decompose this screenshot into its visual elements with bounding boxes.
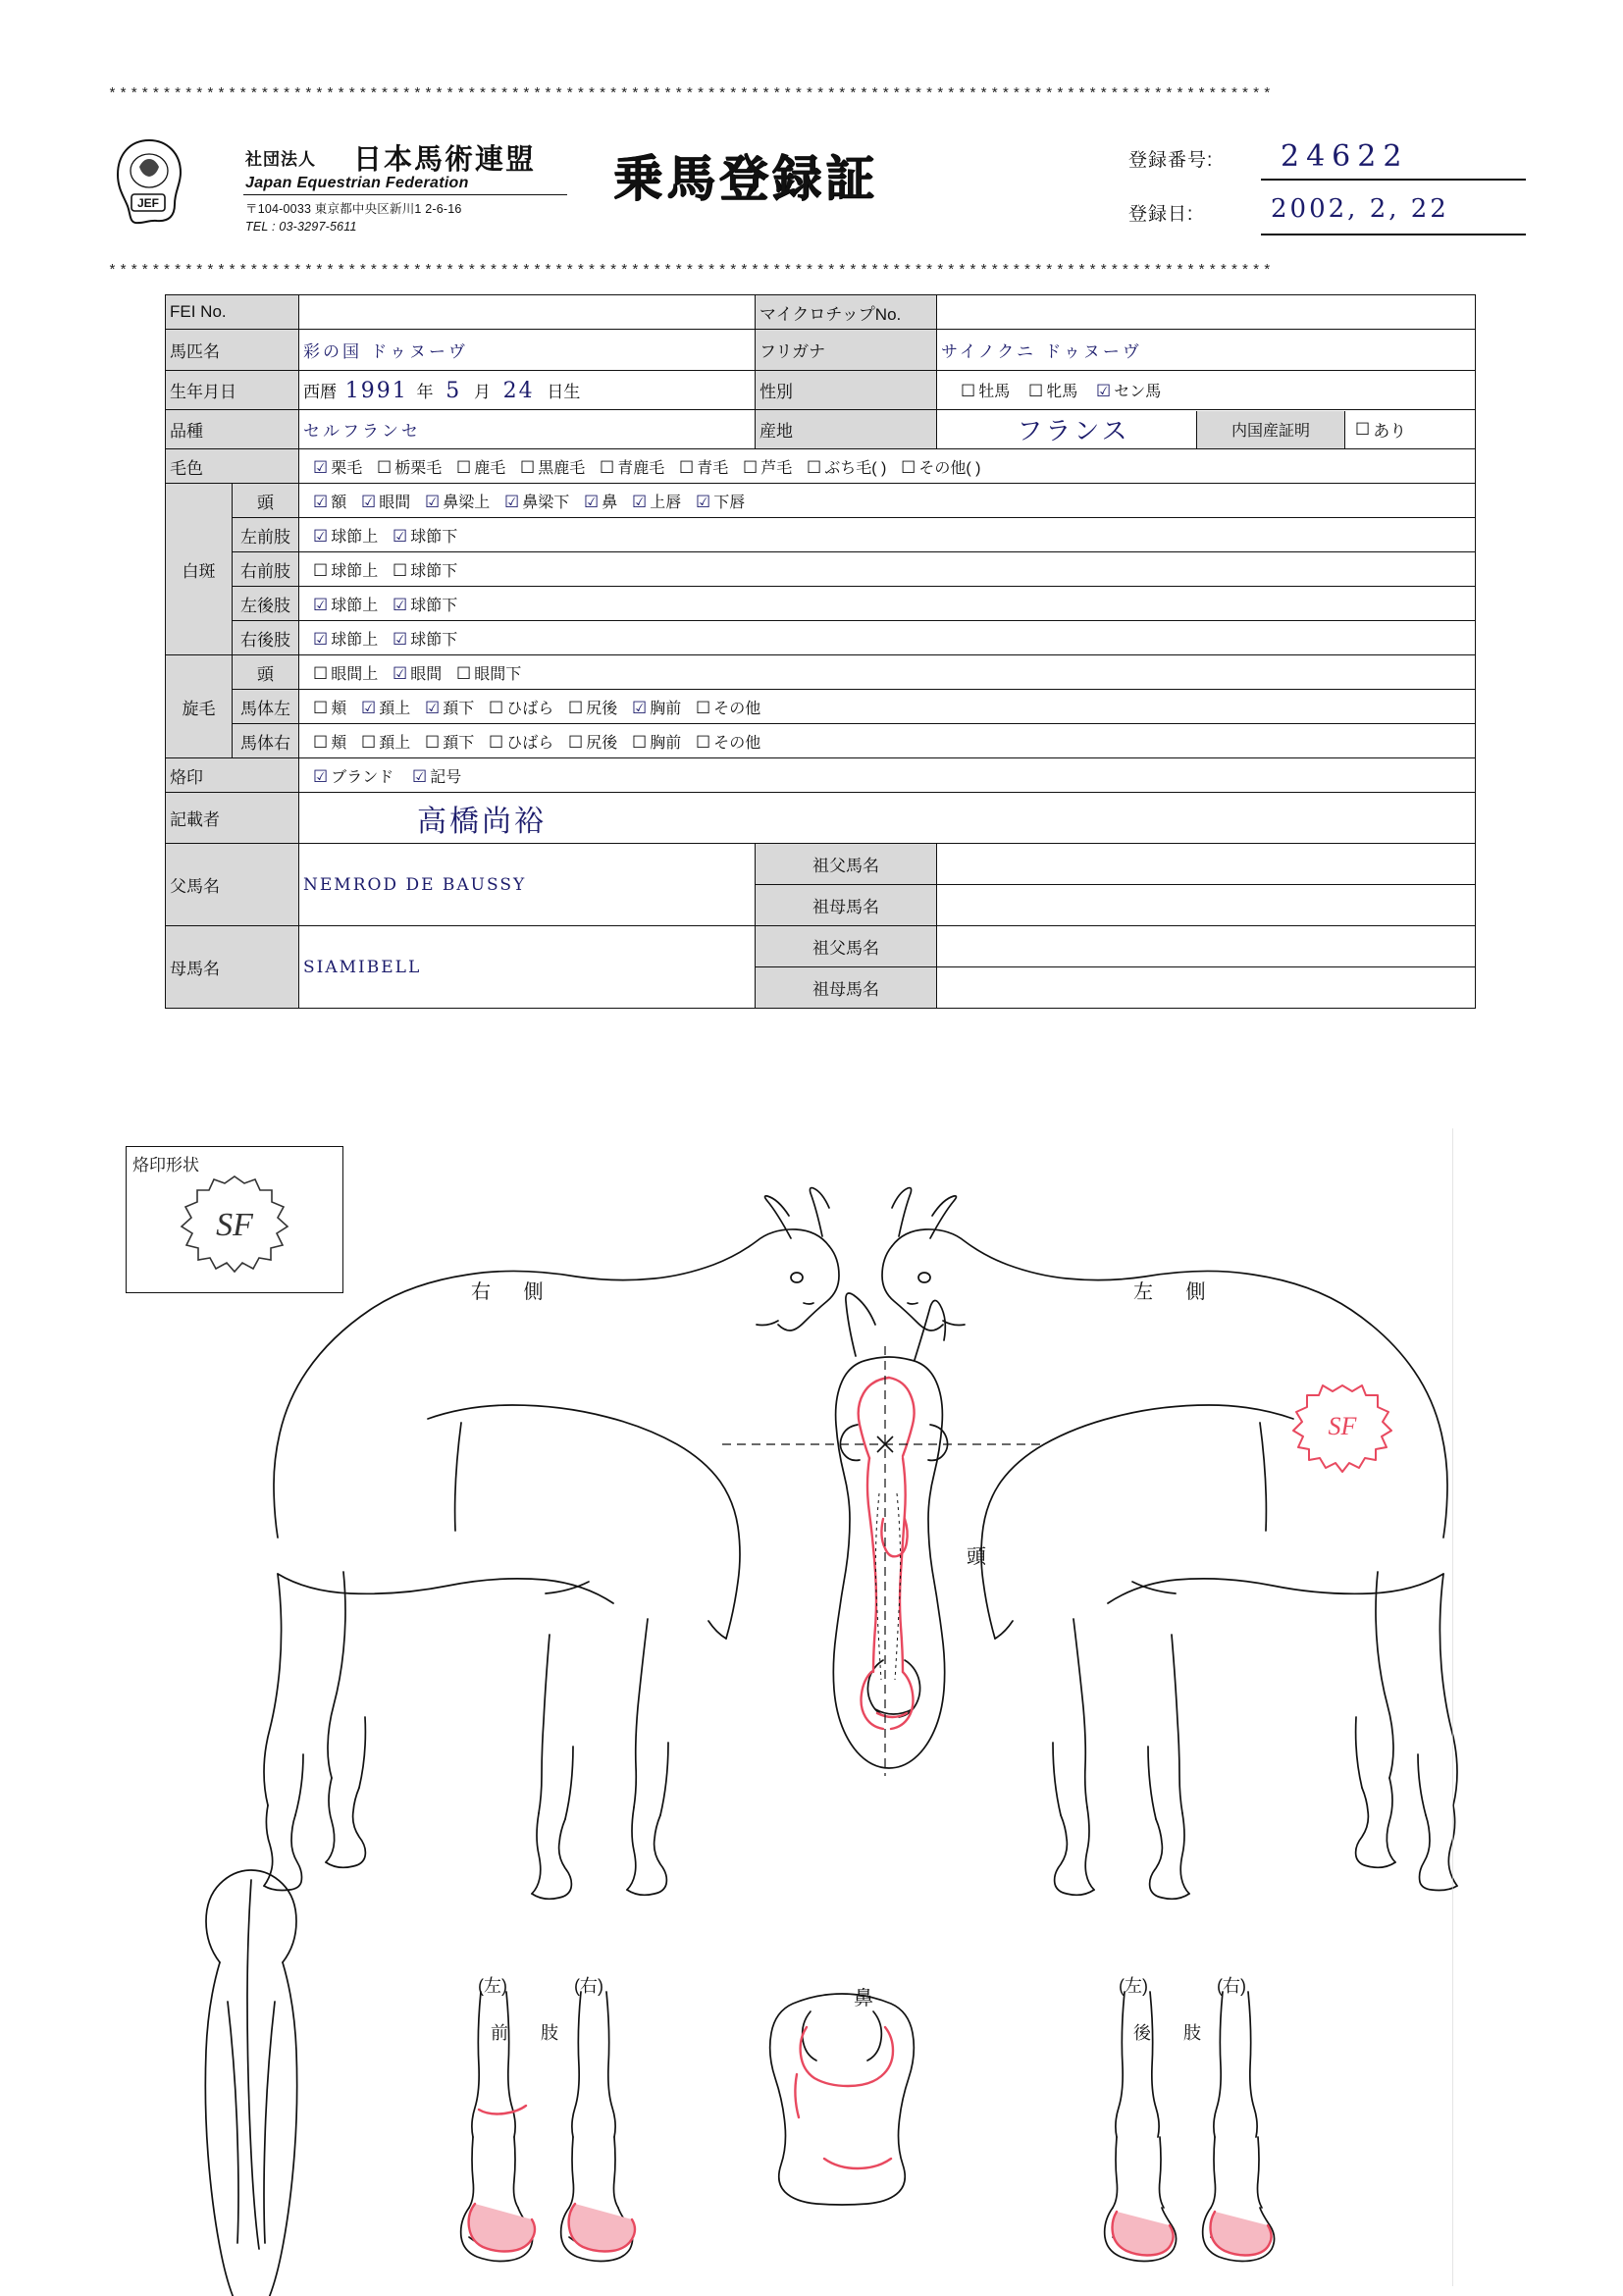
checkbox-rh-below[interactable]: ☑ (393, 629, 408, 650)
org-tel: TEL : 03-3297-5611 (245, 220, 357, 234)
birth-day-unit: 日生 (547, 382, 581, 401)
whorl-right-upper-neck[interactable] (361, 730, 410, 753)
registration-number-underline (1261, 179, 1526, 181)
birth-day: 24 (502, 378, 535, 403)
checkbox-rh-above[interactable]: ☑ (313, 629, 329, 650)
origin-value[interactable]: フランス (1017, 417, 1130, 446)
checkbox-whorl-left-other[interactable]: ☐ (696, 698, 711, 718)
table-row-sire-1 (166, 844, 1476, 885)
sire-value[interactable]: NEMROD DE BAUSSY (299, 844, 756, 926)
whorl-head-above-eyes[interactable] (313, 661, 378, 684)
checkbox-whorl-right-upper-neck[interactable]: ☐ (361, 732, 377, 753)
coat-option-5-label: 青毛 (697, 459, 729, 477)
hind-right-label: (右) (1217, 1976, 1246, 1996)
sex-option-stallion[interactable] (961, 379, 1010, 401)
checkbox-coat-3[interactable]: ☐ (520, 457, 536, 478)
whorl-right-rump[interactable] (568, 730, 617, 753)
marking-rh-below[interactable] (393, 627, 457, 650)
recorder-label: 記載者 (166, 793, 299, 844)
coat-option-7[interactable] (807, 455, 886, 478)
coat-option-6[interactable] (743, 455, 792, 478)
checkbox-whorl-left-cheek[interactable]: ☐ (313, 698, 329, 718)
brand-label: 烙印 (166, 758, 299, 793)
checkbox-brand[interactable]: ☑ (313, 766, 329, 787)
brand-option-symbol[interactable] (412, 764, 461, 787)
whorl-head-between-eyes-label: 眼間 (410, 665, 443, 683)
whorl-left-upper-neck-label: 頚上 (379, 700, 411, 717)
marking-head-nose-label: 鼻 (602, 494, 618, 511)
breed-value[interactable]: セルフランセ (299, 410, 756, 449)
marking-head-nose[interactable] (584, 490, 617, 512)
coat-option-8[interactable] (901, 455, 980, 478)
microchip-label: マイクロチップNo. (756, 295, 937, 330)
whorl-row-2-options[interactable] (299, 724, 1476, 758)
svg-text:JEF: JEF (136, 196, 160, 210)
coat-option-4[interactable] (600, 455, 664, 478)
hind-limb-label: 後 肢 (1133, 2023, 1216, 2043)
checkbox-rf-above[interactable]: ☐ (313, 560, 329, 581)
marking-lf-below[interactable] (393, 524, 457, 547)
whorl-left-upper-neck[interactable] (361, 696, 410, 718)
table-row-brand (166, 758, 1476, 793)
checkbox-head-nose[interactable]: ☑ (584, 492, 600, 512)
sire-grandsire-label: 祖父馬名 (756, 844, 937, 885)
birth-value[interactable] (299, 371, 756, 410)
dam-grandsire-label: 祖父馬名 (756, 926, 937, 967)
registration-date-value: 2002, 2, 22 (1271, 194, 1449, 224)
whorl-left-cheek[interactable] (313, 696, 346, 718)
checkbox-whorl-right-other[interactable]: ☐ (696, 732, 711, 753)
checkbox-whorl-right-flank[interactable]: ☐ (489, 732, 504, 753)
checkbox-whorl-left-lower-neck[interactable]: ☑ (425, 698, 441, 718)
brand-option-symbol-label: 記号 (430, 768, 462, 786)
whorl-right-other[interactable] (696, 730, 760, 753)
markings-row-1-options[interactable] (299, 518, 1476, 552)
checkbox-stallion[interactable]: ☐ (961, 382, 976, 401)
registration-number-value: 24622 (1281, 139, 1409, 174)
whorl-head-below-eyes-label: 眼間下 (474, 665, 522, 683)
coat-option-5[interactable] (679, 455, 728, 478)
table-row-whorl-left (166, 690, 1476, 724)
marking-head-between-eyes[interactable] (361, 490, 410, 512)
whorl-right-lower-neck[interactable] (425, 730, 474, 753)
whorl-right-cheek[interactable] (313, 730, 346, 753)
whorl-left-chest-label: 胸前 (650, 700, 682, 717)
marking-head-lower-nasal[interactable] (504, 490, 569, 512)
marking-rf-above-label: 球節上 (331, 562, 379, 580)
brand-shape-label: 烙印形状 (132, 1156, 199, 1174)
table-row-breed (166, 410, 1476, 449)
whorl-left-cheek-label: 頬 (331, 700, 347, 717)
checkbox-head-lower-lip[interactable]: ☑ (696, 492, 711, 512)
checkbox-coat-6[interactable]: ☐ (743, 457, 759, 478)
checkbox-whorl-right-chest[interactable]: ☐ (632, 732, 648, 753)
table-row-horse-name (166, 330, 1476, 371)
org-name-jp: 日本馬術連盟 (353, 144, 537, 176)
fei-no-value[interactable] (299, 295, 756, 330)
whorl-left-lower-neck[interactable] (425, 696, 474, 718)
birth-month-unit: 月 (473, 382, 491, 401)
sex-option-gelding[interactable] (1096, 379, 1161, 401)
table-row-markings-lf (166, 518, 1476, 552)
whorl-row-0-options[interactable] (299, 655, 1476, 690)
whorl-left-other-label: その他 (713, 700, 761, 717)
white-marking-overlay (469, 1378, 1391, 2256)
domestic-cert-option-label: あり (1373, 422, 1407, 441)
brand-shape-text: SF (216, 1207, 253, 1243)
org-name-prefix: 社団法人 (245, 150, 316, 169)
coat-option-6-label: 芦毛 (760, 459, 793, 477)
markings-row-4-name: 右後肢 (233, 621, 299, 655)
org-name-en: Japan Equestrian Federation (245, 175, 469, 191)
whorl-right-chest[interactable] (632, 730, 681, 753)
coat-option-4-label: 青鹿毛 (617, 459, 665, 477)
table-row-birth (166, 371, 1476, 410)
coat-option-0[interactable] (313, 455, 362, 478)
breed-label: 品種 (166, 410, 299, 449)
marking-rf-below-label: 球節下 (410, 562, 458, 580)
origin-label: 産地 (756, 410, 937, 449)
whorl-row-2-name: 馬体右 (233, 724, 299, 758)
table-row-whorl-head (166, 655, 1476, 690)
page-title: 乗馬登録証 (613, 150, 878, 207)
muzzle-figure (770, 1994, 915, 2205)
checkbox-symbol[interactable]: ☑ (412, 766, 428, 787)
recorder-value[interactable]: 高橋尚裕 (299, 793, 1476, 844)
whorl-right-flank[interactable] (489, 730, 553, 753)
table-row-markings-lh (166, 587, 1476, 621)
body-brand-mark (1293, 1385, 1391, 1472)
marking-lf-above[interactable] (313, 524, 378, 547)
sex-option-gelding-label: セン馬 (1114, 384, 1162, 400)
microchip-value[interactable] (937, 295, 1476, 330)
whorl-left-flank-label: ひばら (506, 700, 554, 717)
table-row-markings-rh (166, 621, 1476, 655)
table-row-fei (166, 295, 1476, 330)
checkbox-coat-2[interactable]: ☐ (456, 457, 472, 478)
dam-grandsire-value[interactable] (937, 926, 1476, 967)
checkbox-whorl-left-upper-neck[interactable]: ☑ (361, 698, 377, 718)
checkbox-whorl-left-flank[interactable]: ☐ (489, 698, 504, 718)
top-asterisk-rule: *********************************************************************************************************** (108, 86, 1274, 103)
horse-left-side-figure (882, 1188, 1457, 1900)
coat-option-8-label: その他( ) (918, 459, 981, 477)
registration-date-underline (1261, 234, 1526, 235)
marking-rf-above[interactable] (313, 558, 378, 581)
whorl-right-flank-label: ひばら (506, 734, 554, 752)
checkbox-whorl-above-eyes[interactable]: ☐ (313, 663, 329, 684)
coat-option-7-label: ぶち毛( ) (824, 459, 887, 477)
horse-name-label: 馬匹名 (166, 330, 299, 371)
marking-lh-above[interactable] (313, 593, 378, 615)
markings-row-3-name: 左後肢 (233, 587, 299, 621)
coat-option-2-label: 鹿毛 (474, 459, 506, 477)
marking-lh-above-label: 球節上 (331, 597, 379, 614)
front-limb-label: 前 肢 (491, 2023, 573, 2043)
dam-granddam-label: 祖母馬名 (756, 967, 937, 1009)
checkbox-lf-below[interactable]: ☑ (393, 526, 408, 547)
horse-name-value[interactable]: 彩の国 ドゥヌーヴ (299, 330, 756, 371)
checkbox-coat-4[interactable]: ☐ (600, 457, 615, 478)
brand-option-brand-label: ブランド (331, 768, 394, 786)
marking-rh-above-label: 球節上 (331, 631, 379, 649)
sire-grandsire-value[interactable] (937, 844, 1476, 885)
whorl-left-rump-label: 尻後 (586, 700, 618, 717)
nose-diagram-label: 鼻 (854, 1988, 873, 2009)
whorl-right-other-label: その他 (713, 734, 761, 752)
whorl-head-below-eyes[interactable] (456, 661, 521, 684)
sire-granddam-label: 祖母馬名 (756, 885, 937, 926)
birth-label: 生年月日 (166, 371, 299, 410)
checkbox-head-lower-nasal[interactable]: ☑ (504, 492, 520, 512)
checkbox-lf-above[interactable]: ☑ (313, 526, 329, 547)
marking-head-upper-lip-label: 上唇 (650, 494, 682, 511)
markings-row-0-name: 頭 (233, 484, 299, 518)
marking-head-forehead-label: 額 (331, 494, 347, 511)
coat-option-2[interactable] (456, 455, 505, 478)
markings-label: 白斑 (166, 484, 233, 655)
header-divider (243, 194, 567, 195)
markings-row-0-options[interactable] (299, 484, 1476, 518)
birth-year: 1991 (344, 378, 408, 403)
checkbox-rf-below[interactable]: ☐ (393, 560, 408, 581)
domestic-cert-option[interactable] (1344, 411, 1475, 448)
table-row-whorl-right (166, 724, 1476, 758)
marking-lh-below-label: 球節下 (410, 597, 458, 614)
whorl-head-above-eyes-label: 眼間上 (331, 665, 379, 683)
table-row-coat (166, 449, 1476, 484)
checkbox-domestic-cert[interactable]: ☐ (1355, 419, 1371, 440)
whorl-left-other[interactable] (696, 696, 760, 718)
marking-lh-below[interactable] (393, 593, 457, 615)
marking-head-upper-nasal-label: 鼻梁上 (443, 494, 491, 511)
sire-label: 父馬名 (166, 844, 299, 926)
body-brand-text: SF (1328, 1412, 1357, 1440)
sex-option-mare-label: 牝馬 (1046, 384, 1078, 400)
sex-options[interactable] (937, 371, 1476, 410)
markings-row-3-options[interactable] (299, 587, 1476, 621)
whorl-left-lower-neck-label: 頚下 (443, 700, 475, 717)
whorl-head-between-eyes[interactable] (393, 661, 442, 684)
horse-head-front-figure (833, 1293, 947, 1768)
whorl-right-chest-label: 胸前 (650, 734, 682, 752)
front-right-label: (右) (574, 1976, 603, 1996)
sex-label: 性別 (756, 371, 937, 410)
coat-label: 毛色 (166, 449, 299, 484)
marking-head-lower-lip-label: 下唇 (713, 494, 746, 511)
right-side-label: 右 側 (471, 1281, 557, 1303)
marking-lf-above-label: 球節上 (331, 528, 379, 546)
birth-month: 5 (445, 378, 462, 403)
markings-row-2-options[interactable] (299, 552, 1476, 587)
checkbox-gelding[interactable]: ☑ (1096, 382, 1112, 401)
front-left-label: (左) (478, 1976, 507, 1996)
head-diagram-label: 頭 (967, 1546, 986, 1568)
whorl-right-upper-neck-label: 頚上 (379, 734, 411, 752)
marking-head-lower-lip[interactable] (696, 490, 745, 512)
marking-rh-below-label: 球節下 (410, 631, 458, 649)
left-side-label: 左 側 (1133, 1281, 1220, 1303)
checkbox-coat-5[interactable]: ☐ (679, 457, 695, 478)
coat-option-1-label: 栃栗毛 (394, 459, 443, 477)
checkbox-coat-0[interactable]: ☑ (313, 457, 329, 478)
checkbox-mare[interactable]: ☐ (1028, 382, 1044, 401)
markings-row-2-name: 右前肢 (233, 552, 299, 587)
whorl-row-1-name: 馬体左 (233, 690, 299, 724)
whorl-left-chest[interactable] (632, 696, 681, 718)
markings-row-1-name: 左前肢 (233, 518, 299, 552)
head-dotted-centerline (875, 1493, 900, 1680)
hind-left-label: (左) (1119, 1976, 1148, 1996)
checkbox-whorl-right-lower-neck[interactable]: ☐ (425, 732, 441, 753)
checkbox-lh-below[interactable]: ☑ (393, 595, 408, 615)
brand-option-brand[interactable] (313, 764, 393, 787)
marking-head-upper-nasal[interactable] (425, 490, 490, 512)
birth-prefix: 西暦 (303, 382, 337, 401)
birth-year-unit: 年 (416, 382, 434, 401)
dam-label: 母馬名 (166, 926, 299, 1009)
checkbox-coat-8[interactable]: ☐ (901, 457, 916, 478)
marking-head-upper-lip[interactable] (632, 490, 681, 512)
whorl-row-0-name: 頭 (233, 655, 299, 690)
table-row-markings-head (166, 484, 1476, 518)
sex-option-mare[interactable] (1028, 379, 1077, 401)
checkbox-head-upper-nasal[interactable]: ☑ (425, 492, 441, 512)
marking-rf-below[interactable] (393, 558, 457, 581)
head-crosshair (722, 1346, 1044, 1776)
sex-option-stallion-label: 牡馬 (978, 384, 1011, 400)
org-address: 〒104-0033 東京都中央区新川1 2-6-16 (245, 202, 462, 216)
checkbox-coat-7[interactable]: ☐ (807, 457, 822, 478)
domestic-cert-label: 内国産証明 (1196, 411, 1344, 448)
checkbox-lh-above[interactable]: ☑ (313, 595, 329, 615)
checkbox-whorl-below-eyes[interactable]: ☐ (456, 663, 472, 684)
marking-rh-above[interactable] (313, 627, 378, 650)
marking-head-forehead[interactable] (313, 490, 346, 512)
table-row-markings-rf (166, 552, 1476, 587)
markings-row-4-options[interactable] (299, 621, 1476, 655)
checkbox-head-between-eyes[interactable]: ☑ (361, 492, 377, 512)
marking-head-between-eyes-label: 眼間 (379, 494, 411, 511)
checkbox-whorl-right-rump[interactable]: ☐ (568, 732, 584, 753)
registration-number-label: 登録番号: (1128, 150, 1214, 171)
table-row-recorder (166, 793, 1476, 844)
marking-head-lower-nasal-label: 鼻梁下 (522, 494, 570, 511)
dam-granddam-value[interactable] (937, 967, 1476, 1009)
whorl-left-rump[interactable] (568, 696, 617, 718)
coat-option-1[interactable] (377, 455, 442, 478)
whorl-row-1-options[interactable] (299, 690, 1476, 724)
horse-identification-diagram (0, 1128, 1623, 2296)
dam-value[interactable]: SIAMIBELL (299, 926, 756, 1009)
horse-right-side-figure (264, 1188, 839, 1900)
origin-cell[interactable] (937, 410, 1476, 449)
scan-artifact-line (1452, 1128, 1453, 2286)
coat-options[interactable] (299, 449, 1476, 484)
marking-lf-below-label: 球節下 (410, 528, 458, 546)
whorl-left-flank[interactable] (489, 696, 553, 718)
checkbox-head-upper-lip[interactable]: ☑ (632, 492, 648, 512)
fei-no-label: FEI No. (166, 295, 299, 330)
bottom-asterisk-rule: *********************************************************************************************************** (108, 263, 1274, 280)
checkbox-whorl-right-cheek[interactable]: ☐ (313, 732, 329, 753)
coat-option-3-label: 黒鹿毛 (538, 459, 586, 477)
furigana-label: フリガナ (756, 330, 937, 371)
table-row-dam-1 (166, 926, 1476, 967)
coat-option-3[interactable] (520, 455, 585, 478)
whorl-right-lower-neck-label: 頚下 (443, 734, 475, 752)
tail-rear-figure (205, 1870, 296, 2296)
whorl-label: 旋毛 (166, 655, 233, 758)
sire-granddam-value[interactable] (937, 885, 1476, 926)
checkbox-head-forehead[interactable]: ☑ (313, 492, 329, 512)
whorl-right-cheek-label: 頬 (331, 734, 347, 752)
checkbox-whorl-left-chest[interactable]: ☑ (632, 698, 648, 718)
checkbox-coat-1[interactable]: ☐ (377, 457, 393, 478)
jef-logo (110, 137, 188, 226)
horse-details-table (165, 294, 1476, 1009)
coat-option-0-label: 栗毛 (331, 459, 363, 477)
brand-options[interactable] (299, 758, 1476, 793)
checkbox-whorl-between-eyes[interactable]: ☑ (393, 663, 408, 684)
registration-date-label: 登録日: (1128, 204, 1194, 225)
checkbox-whorl-left-rump[interactable]: ☐ (568, 698, 584, 718)
furigana-value[interactable]: サイノクニ ドゥヌーヴ (937, 330, 1476, 371)
whorl-right-rump-label: 尻後 (586, 734, 618, 752)
